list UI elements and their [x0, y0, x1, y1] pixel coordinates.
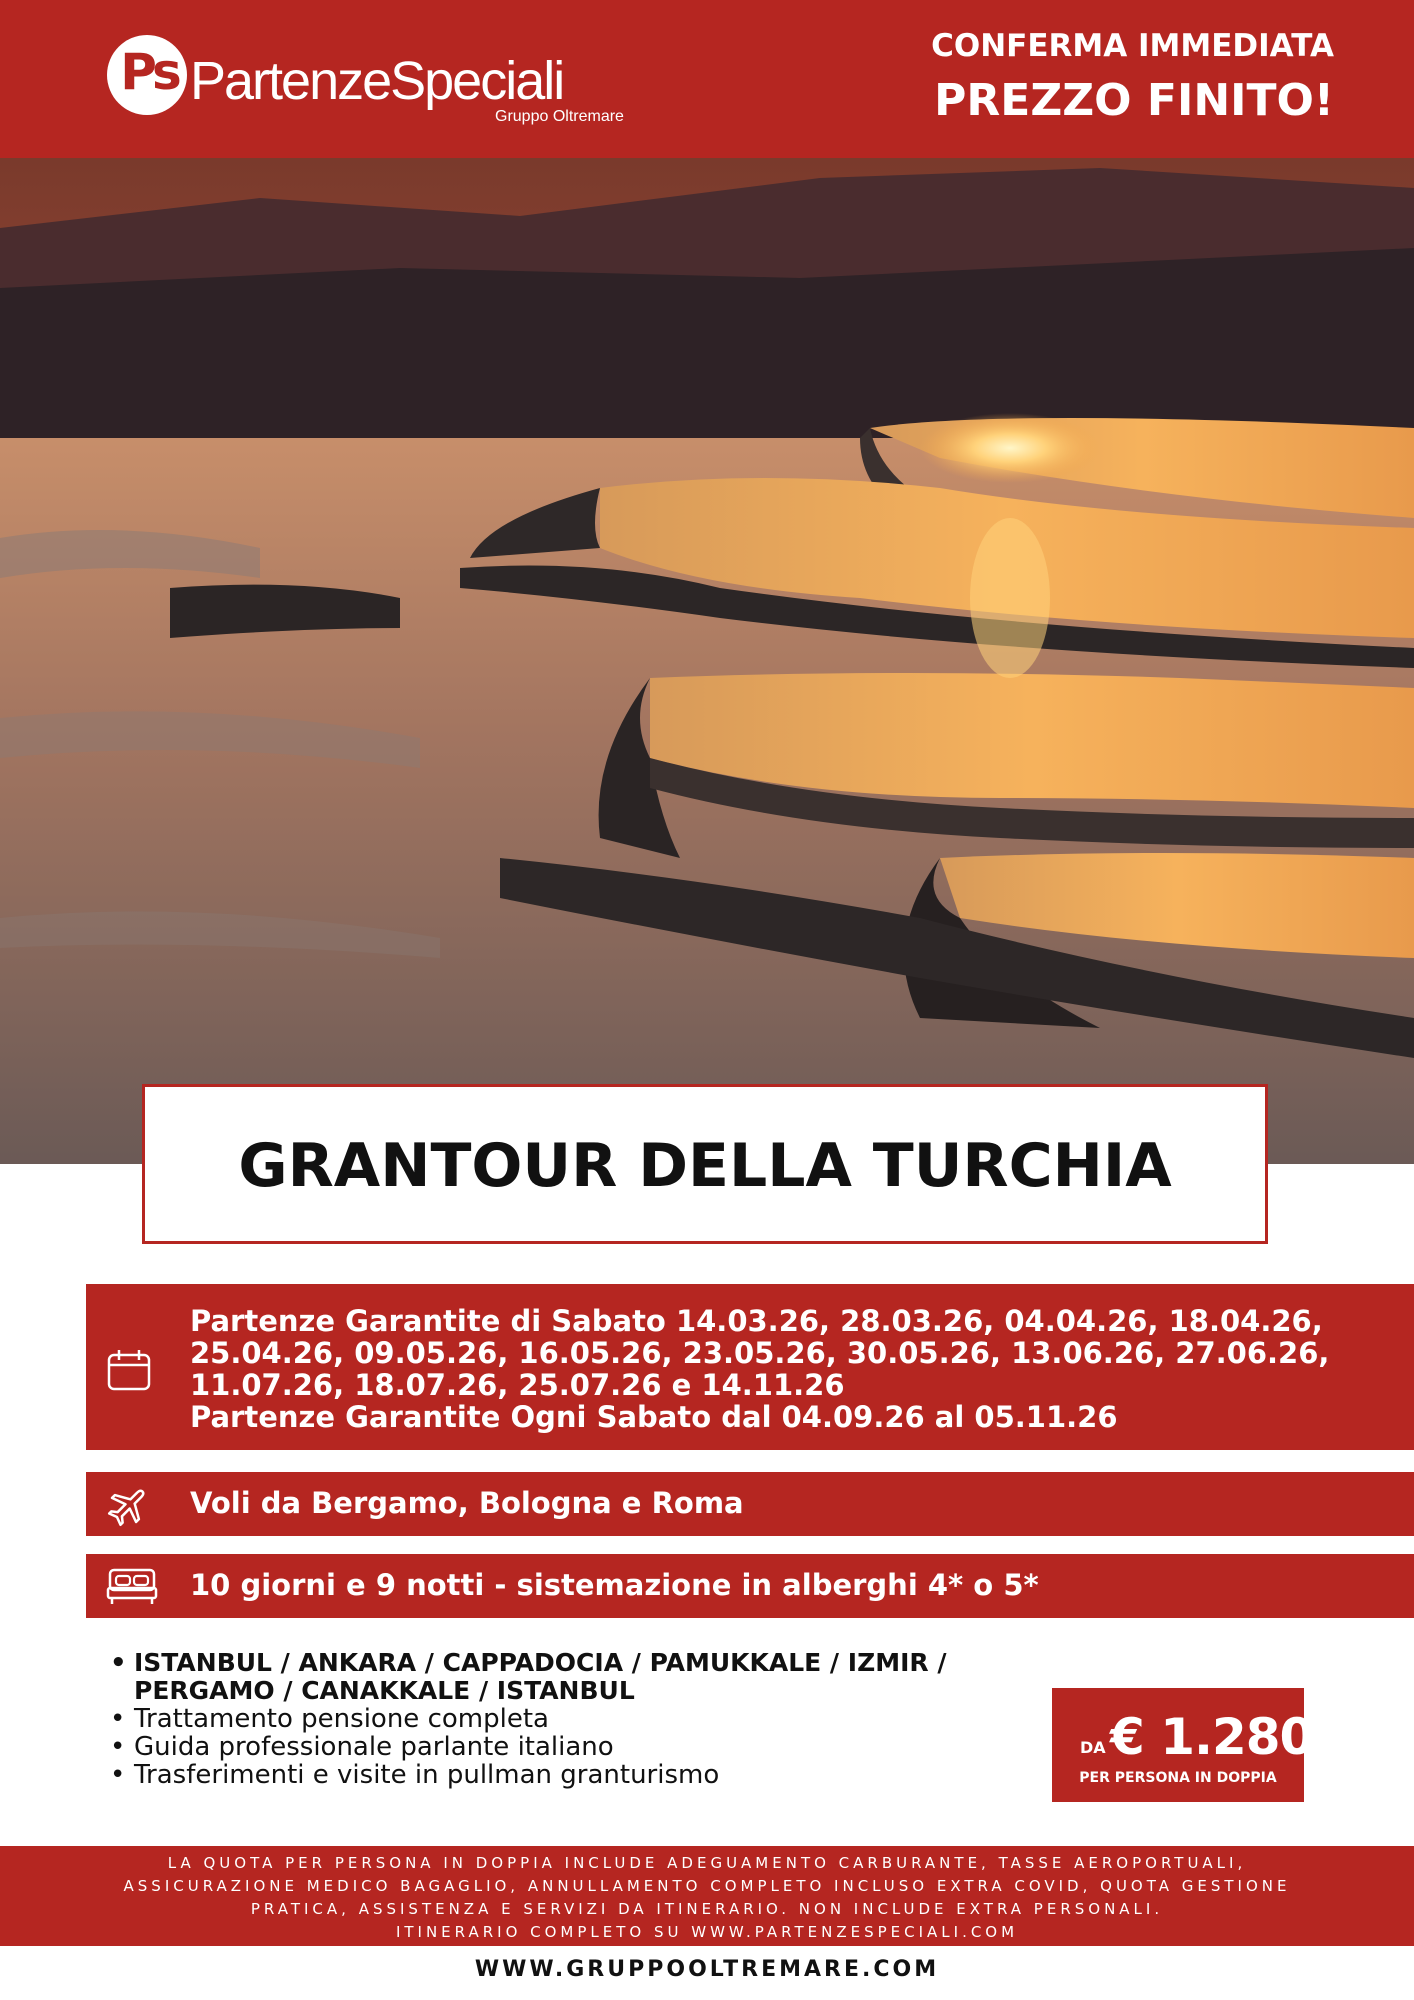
header-bar: [0, 0, 1414, 158]
footer-line-3: PRATICA, ASSISTENZA E SERVIZI DA ITINERARIO. NON INCLUDE EXTRA PERSONALI.: [250, 1900, 1164, 1918]
price-value: € 1.280: [1110, 1708, 1314, 1766]
logo-initials: Ps: [120, 43, 178, 101]
price-badge: [1052, 1688, 1314, 1802]
list-item-text: Trasferimenti e visite in pullman granturismo: [134, 1760, 720, 1790]
departures-line-3: 11.07.26, 18.07.26, 25.07.26 e 14.11.26: [190, 1368, 845, 1402]
stay-text: 10 giorni e 9 notti - sistemazione in alberghi 4* o 5*: [190, 1568, 1039, 1602]
departures-band: [86, 1284, 1414, 1450]
departures-line-4: Partenze Garantite Ogni Sabato dal 04.09.26 al 05.11.26: [190, 1400, 1118, 1434]
stay-band: [86, 1554, 1414, 1618]
flights-band: [86, 1472, 1414, 1536]
price-note: PER PERSONA IN DOPPIA: [1079, 1770, 1277, 1786]
list-item-text: Guida professionale parlante italiano: [134, 1732, 614, 1762]
brand-name: PartenzeSpeciali: [190, 51, 564, 111]
footer-line-4[interactable]: ITINERARIO COMPLETO SU WWW.PARTENZESPECIALI.COM: [395, 1923, 1019, 1941]
price-final-label: PREZZO FINITO!: [934, 75, 1334, 126]
footer-line-2: ASSICURAZIONE MEDICO BAGAGLIO, ANNULLAMENTO COMPLETO INCLUSO EXTRA COVID, QUOTA GESTIONE: [123, 1877, 1291, 1895]
route-line-2: PERGAMO / CANAKKALE / ISTANBUL: [134, 1676, 635, 1705]
confirm-label: CONFERMA IMMEDIATA: [931, 28, 1334, 64]
hero-photo: [0, 158, 1414, 1164]
brand-subtitle: Gruppo Oltremare: [495, 108, 624, 125]
departures-line-2: 25.04.26, 09.05.26, 16.05.26, 23.05.26, 30.05.26, 13.06.26, 27.06.26,: [190, 1336, 1330, 1370]
footer-line-1: LA QUOTA PER PERSONA IN DOPPIA INCLUDE ADEGUAMENTO CARBURANTE, TASSE AEROPORTUALI,: [167, 1854, 1247, 1872]
website-link[interactable]: WWW.GRUPPOOLTREMARE.COM: [474, 1957, 940, 1982]
footer-bar: [0, 1846, 1414, 1946]
route-line-1: ISTANBUL / ANKARA / CAPPADOCIA / PAMUKKALE / IZMIR /: [134, 1648, 947, 1677]
airplane-icon: [106, 1482, 152, 1532]
tour-title: GRANTOUR DELLA TURCHIA: [238, 1131, 1172, 1201]
flights-text: Voli da Bergamo, Bologna e Roma: [190, 1486, 744, 1520]
departures-line-1: Partenze Garantite di Sabato 14.03.26, 28.03.26, 04.04.26, 18.04.26,: [190, 1304, 1323, 1338]
price-prefix: DA: [1080, 1738, 1106, 1757]
list-item-text: Trattamento pensione completa: [134, 1704, 549, 1734]
calendar-icon: [106, 1348, 152, 1396]
title-box: [142, 1084, 1268, 1244]
bed-icon: [106, 1566, 158, 1610]
